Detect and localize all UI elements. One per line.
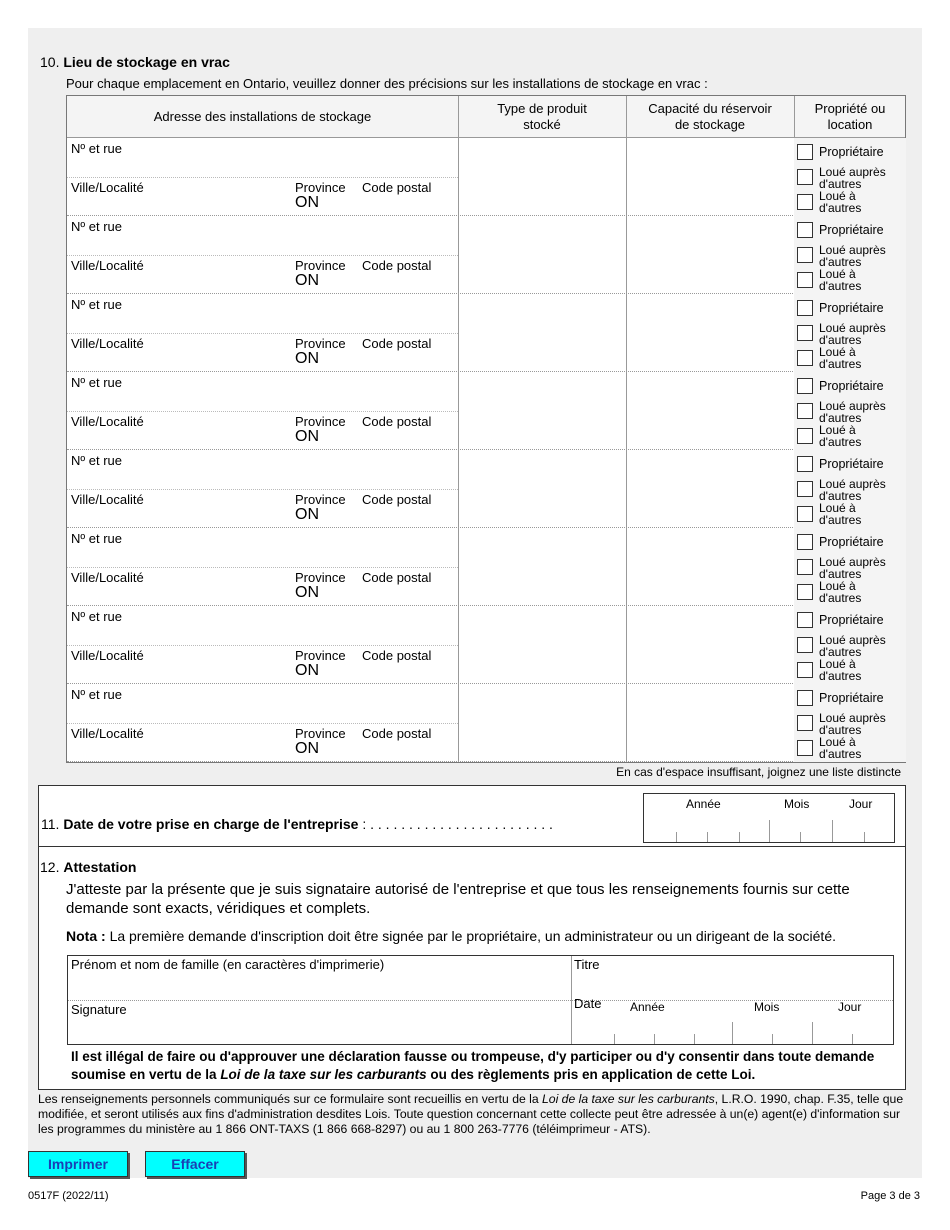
storage-row [67, 294, 905, 372]
row-midline [67, 255, 458, 256]
row-midline [67, 645, 458, 646]
legal-warning [71, 1048, 891, 1084]
privacy-notice [38, 1092, 908, 1137]
leased-from-line1: Loué auprès [819, 633, 886, 647]
row-midline [67, 177, 458, 178]
leased-to-line2: d'autres [819, 591, 862, 605]
postal-code-field[interactable] [362, 336, 456, 370]
ownership-cell [794, 138, 906, 216]
leased-to-line2: d'autres [819, 357, 862, 371]
date-segment-divider [739, 832, 740, 842]
leased-to-checkbox[interactable] [797, 662, 813, 678]
province-label: Province [295, 492, 346, 507]
privacy-part1: Les renseignements personnels communiqués sur ce formulaire sont recueillis en vertu de la [38, 1092, 543, 1106]
ownership-cell [794, 372, 906, 450]
city-field[interactable] [71, 648, 291, 682]
leased-to-label [819, 502, 861, 526]
leased-to-checkbox[interactable] [797, 506, 813, 522]
leased-from-line2: d'autres [819, 723, 862, 737]
ownership-cell [794, 684, 906, 762]
date-day-label: Jour [849, 797, 873, 811]
owner-option-label: Propriétaire [819, 535, 884, 549]
owner-checkbox[interactable] [797, 222, 813, 238]
leased-to-line1: Loué à [819, 735, 856, 749]
product-type-field[interactable] [459, 528, 625, 605]
storage-row [67, 138, 905, 216]
street-field[interactable] [71, 609, 456, 643]
leased-from-checkbox[interactable] [797, 169, 813, 185]
leased-to-line1: Loué à [819, 345, 856, 359]
postal-code-field[interactable] [362, 258, 456, 292]
leased-to-label [819, 346, 861, 370]
header-ownership [794, 96, 906, 138]
tank-capacity-field[interactable] [627, 528, 793, 605]
tank-capacity-field[interactable] [627, 294, 793, 371]
privacy-part2: , L.R.O. 1990, chap. F.35, telle que modifiée, et seront utilisés aux fins d'administration desdites Lois. Toute question concernant cette collecte peut être adressée à un(e) agent(e) d'information sur les programmes du ministère au 1 866 ONT-TAXS (1 866 668-8297) ou au 1 800 263-7776 (téléimprimeur - ATS). [38, 1092, 904, 1136]
owner-option-label: Propriétaire [819, 457, 884, 471]
clear-button[interactable]: Effacer [145, 1151, 245, 1177]
street-label: Nº et rue [71, 219, 122, 234]
postal-code-label: Code postal [362, 414, 432, 429]
leased-from-line1: Loué auprès [819, 243, 886, 257]
header-ownership-line2: location [827, 117, 873, 132]
leased-from-line1: Loué auprès [819, 399, 886, 413]
row-midline [67, 723, 458, 724]
postal-code-label: Code postal [362, 648, 432, 663]
province-label: Province [295, 414, 346, 429]
postal-code-field[interactable] [362, 570, 456, 604]
leased-to-line1: Loué à [819, 501, 856, 515]
header-capacity [626, 96, 794, 138]
street-field[interactable] [71, 219, 456, 253]
street-label: Nº et rue [71, 531, 122, 546]
leased-from-line2: d'autres [819, 177, 862, 191]
owner-checkbox[interactable] [797, 456, 813, 472]
leased-to-label [819, 424, 861, 448]
province-value: ON [295, 272, 319, 289]
leased-to-checkbox[interactable] [797, 584, 813, 600]
storage-row [67, 528, 905, 606]
leased-from-line1: Loué auprès [819, 555, 886, 569]
title-label: Titre [574, 957, 600, 972]
header-capacity-line2: de stockage [674, 117, 746, 132]
leased-to-checkbox[interactable] [797, 428, 813, 444]
leased-from-checkbox[interactable] [797, 637, 813, 653]
leased-from-label [819, 712, 886, 736]
postal-code-label: Code postal [362, 726, 432, 741]
title-field[interactable] [574, 957, 892, 1000]
name-label: Prénom et nom de famille (en caractères d'imprimerie) [71, 957, 385, 972]
section-10-title: Lieu de stockage en vrac [63, 54, 230, 70]
signature-label: Signature [71, 1002, 127, 1017]
leased-from-line1: Loué auprès [819, 477, 886, 491]
ownership-cell [794, 216, 906, 294]
leased-from-line2: d'autres [819, 411, 862, 425]
tank-capacity-field[interactable] [627, 684, 793, 761]
section-11-leader: : . . . . . . . . . . . . . . . . . . . . . . . . [362, 816, 553, 832]
leased-from-checkbox[interactable] [797, 247, 813, 263]
owner-checkbox[interactable] [797, 534, 813, 550]
header-product-line1: Type de produit [497, 101, 587, 116]
date-group-divider [832, 820, 833, 842]
warning-part2: ou des règlements pris en application de cette Loi. [426, 1067, 756, 1082]
sig-date-year-label: Année [630, 1000, 665, 1014]
attestation-statement: J'atteste par la présente que je suis signataire autorisé de l'entreprise et que tous les renseignements fournis sur cette demande sont exacts, véridiques et complets. [66, 881, 850, 917]
leased-to-line1: Loué à [819, 579, 856, 593]
section-11-number: 11. [41, 816, 60, 832]
postal-code-field[interactable] [362, 726, 456, 760]
header-ownership-line1: Propriété ou [814, 101, 886, 116]
street-label: Nº et rue [71, 453, 122, 468]
section-10-heading [40, 54, 230, 70]
tank-capacity-field[interactable] [627, 372, 793, 449]
date-year-label: Année [686, 797, 721, 811]
product-type-field[interactable] [459, 294, 625, 371]
city-label: Ville/Localité [71, 492, 144, 507]
street-field[interactable] [71, 687, 456, 721]
postal-code-label: Code postal [362, 336, 432, 351]
nota-label: Nota : [66, 928, 106, 944]
leased-to-line2: d'autres [819, 513, 862, 527]
leased-to-label [819, 268, 861, 292]
leased-from-line1: Loué auprès [819, 321, 886, 335]
sig-date-group-divider [812, 1022, 813, 1044]
nota-line [66, 928, 836, 944]
city-field[interactable] [71, 258, 291, 292]
date-segment-divider [800, 832, 801, 842]
sig-date-day-label: Jour [838, 1000, 862, 1014]
date-segment-divider [676, 832, 677, 842]
leased-from-checkbox[interactable] [797, 559, 813, 575]
owner-option-label: Propriétaire [819, 691, 884, 705]
ownership-cell [794, 528, 906, 606]
street-field[interactable] [71, 141, 456, 175]
product-type-field[interactable] [459, 138, 625, 215]
leased-to-line1: Loué à [819, 189, 856, 203]
province-value: ON [295, 662, 319, 679]
header-capacity-line1: Capacité du réservoir [648, 101, 772, 116]
leased-to-checkbox[interactable] [797, 194, 813, 210]
city-field[interactable] [71, 414, 291, 448]
owner-checkbox[interactable] [797, 144, 813, 160]
row-midline [67, 567, 458, 568]
postal-code-field[interactable] [362, 180, 456, 214]
product-type-field[interactable] [459, 684, 625, 761]
page-number: Page 3 de 3 [860, 1190, 920, 1202]
province-value: ON [295, 740, 319, 757]
city-field[interactable] [71, 492, 291, 526]
date-label: Date [574, 996, 602, 1011]
section-11-box [38, 785, 906, 847]
row-midline [67, 411, 458, 412]
owner-option-label: Propriétaire [819, 223, 884, 237]
tank-capacity-field[interactable] [627, 216, 793, 293]
leased-from-label [819, 322, 886, 346]
section-12-number: 12. [40, 859, 60, 875]
leased-to-label [819, 580, 861, 604]
ownership-cell [794, 606, 906, 684]
city-field[interactable] [71, 726, 291, 760]
city-label: Ville/Localité [71, 726, 144, 741]
owner-checkbox[interactable] [797, 612, 813, 628]
leased-from-label [819, 244, 886, 268]
street-label: Nº et rue [71, 375, 122, 390]
province-label: Province [295, 336, 346, 351]
city-field[interactable] [71, 180, 291, 214]
leased-to-line2: d'autres [819, 435, 862, 449]
leased-to-checkbox[interactable] [797, 350, 813, 366]
leased-to-line1: Loué à [819, 267, 856, 281]
province-value: ON [295, 428, 319, 445]
section-11-heading [41, 816, 553, 832]
tank-capacity-field[interactable] [627, 606, 793, 683]
sig-date-segment-divider [654, 1034, 655, 1044]
date-month-label: Mois [784, 797, 810, 811]
postal-code-field[interactable] [362, 414, 456, 448]
postal-code-field[interactable] [362, 648, 456, 682]
postal-code-label: Code postal [362, 492, 432, 507]
leased-from-label [819, 478, 886, 502]
sig-date-group-divider [732, 1022, 733, 1044]
date-segment-divider [864, 832, 865, 842]
ownership-cell [794, 450, 906, 528]
postal-code-field[interactable] [362, 492, 456, 526]
postal-code-label: Code postal [362, 258, 432, 273]
city-label: Ville/Localité [71, 336, 144, 351]
storage-row [67, 216, 905, 294]
city-field[interactable] [71, 570, 291, 604]
leased-from-line2: d'autres [819, 567, 862, 581]
province-value: ON [295, 584, 319, 601]
leased-from-line1: Loué auprès [819, 711, 886, 725]
leased-from-line2: d'autres [819, 645, 862, 659]
city-label: Ville/Localité [71, 648, 144, 663]
section-12-title: Attestation [63, 859, 137, 875]
owner-checkbox[interactable] [797, 378, 813, 394]
header-product [458, 96, 626, 138]
section-10-number: 10. [40, 54, 60, 70]
owner-checkbox[interactable] [797, 690, 813, 706]
product-type-field[interactable] [459, 216, 625, 293]
leased-from-checkbox[interactable] [797, 325, 813, 341]
storage-row [67, 684, 905, 762]
province-label: Province [295, 258, 346, 273]
street-field[interactable] [71, 375, 456, 409]
insufficient-space-note: En cas d'espace insuffisant, joignez une liste distincte [616, 765, 901, 779]
province-label: Province [295, 726, 346, 741]
city-field[interactable] [71, 336, 291, 370]
ownership-cell [794, 294, 906, 372]
warning-part1: Il est illégal de faire ou d'approuver une déclaration fausse ou trompeuse, d'y participer ou d'y consentir dans toute demande soumise en vertu de la [71, 1049, 875, 1082]
city-label: Ville/Localité [71, 414, 144, 429]
section-12-heading [40, 859, 136, 875]
city-label: Ville/Localité [71, 258, 144, 273]
leased-from-label [819, 166, 886, 190]
sig-date-segment-divider [614, 1034, 615, 1044]
leased-to-checkbox[interactable] [797, 740, 813, 756]
privacy-law-name: Loi de la taxe sur les carburants [542, 1092, 715, 1106]
street-label: Nº et rue [71, 609, 122, 624]
street-label: Nº et rue [71, 141, 122, 156]
leased-from-line2: d'autres [819, 333, 862, 347]
product-type-field[interactable] [459, 450, 625, 527]
city-label: Ville/Localité [71, 570, 144, 585]
province-label: Province [295, 180, 346, 195]
form-code: 0517F (2022/11) [28, 1190, 109, 1202]
section-11-title: Date de votre prise en charge de l'entreprise [63, 816, 359, 832]
tank-capacity-field[interactable] [627, 138, 793, 215]
section-10-intro: Pour chaque emplacement en Ontario, veuillez donner des précisions sur les installations de stockage en vrac : [66, 76, 708, 91]
signature-date-field[interactable] [574, 996, 892, 1044]
leased-from-label [819, 400, 886, 424]
leased-from-label [819, 556, 886, 580]
leased-to-line1: Loué à [819, 423, 856, 437]
product-type-field[interactable] [459, 606, 625, 683]
postal-code-label: Code postal [362, 180, 432, 195]
province-value: ON [295, 506, 319, 523]
leased-to-label [819, 190, 861, 214]
date-group-divider [769, 820, 770, 842]
leased-to-line2: d'autres [819, 279, 862, 293]
sig-date-segment-divider [694, 1034, 695, 1044]
signature-table [67, 955, 894, 1045]
leased-to-line2: d'autres [819, 201, 862, 215]
row-midline [67, 333, 458, 334]
street-label: Nº et rue [71, 297, 122, 312]
header-product-line2: stocké [523, 117, 561, 132]
province-value: ON [295, 350, 319, 367]
tank-capacity-field[interactable] [627, 450, 793, 527]
leased-from-checkbox[interactable] [797, 403, 813, 419]
date-segment-divider [707, 832, 708, 842]
storage-row [67, 372, 905, 450]
takeover-date-field[interactable] [643, 793, 895, 843]
warning-law-name: Loi de la taxe sur les carburants [220, 1067, 427, 1082]
leased-to-line2: d'autres [819, 669, 862, 683]
street-field[interactable] [71, 531, 456, 565]
signature-column-divider [571, 956, 572, 1044]
print-button[interactable]: Imprimer [28, 1151, 128, 1177]
sig-date-month-label: Mois [754, 1000, 780, 1014]
storage-row [67, 450, 905, 528]
postal-code-label: Code postal [362, 570, 432, 585]
nota-text: La première demande d'inscription doit être signée par le propriétaire, un administrateur ou un dirigeant de la société. [109, 928, 836, 944]
signature-field[interactable] [71, 1002, 569, 1044]
city-label: Ville/Localité [71, 180, 144, 195]
owner-option-label: Propriétaire [819, 379, 884, 393]
leased-to-line1: Loué à [819, 657, 856, 671]
leased-to-label [819, 658, 861, 682]
street-field[interactable] [71, 453, 456, 487]
name-field[interactable] [71, 957, 569, 1000]
leased-to-checkbox[interactable] [797, 272, 813, 288]
owner-option-label: Propriétaire [819, 613, 884, 627]
leased-to-label [819, 736, 861, 760]
province-value: ON [295, 194, 319, 211]
street-label: Nº et rue [71, 687, 122, 702]
leased-from-line2: d'autres [819, 489, 862, 503]
row-midline [67, 489, 458, 490]
leased-from-checkbox[interactable] [797, 481, 813, 497]
owner-option-label: Propriétaire [819, 301, 884, 315]
product-type-field[interactable] [459, 372, 625, 449]
leased-from-line2: d'autres [819, 255, 862, 269]
leased-from-checkbox[interactable] [797, 715, 813, 731]
sig-date-segment-divider [852, 1034, 853, 1044]
owner-checkbox[interactable] [797, 300, 813, 316]
sig-date-segment-divider [772, 1034, 773, 1044]
storage-row [67, 606, 905, 684]
street-field[interactable] [71, 297, 456, 331]
leased-from-line1: Loué auprès [819, 165, 886, 179]
owner-option-label: Propriétaire [819, 145, 884, 159]
leased-to-line2: d'autres [819, 747, 862, 761]
leased-from-label [819, 634, 886, 658]
storage-table-header [67, 96, 905, 138]
province-label: Province [295, 570, 346, 585]
header-address: Adresse des installations de stockage [153, 109, 372, 124]
storage-table [66, 95, 906, 763]
province-label: Province [295, 648, 346, 663]
